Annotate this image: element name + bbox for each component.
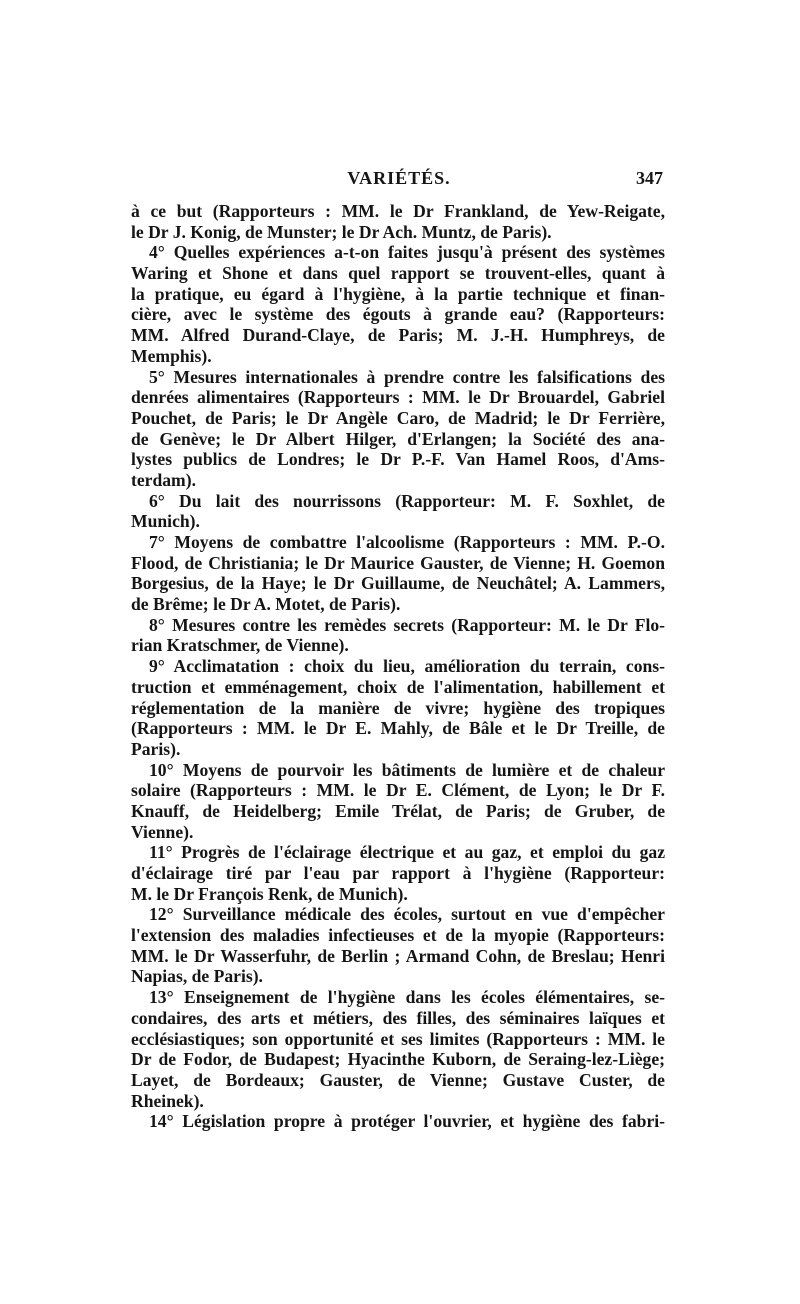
text-line: terdam).: [131, 469, 196, 490]
text-line: Memphis).: [131, 345, 212, 366]
text-line: 12° Surveillance médicale des écoles, surtout en vue d'empêcher: [149, 904, 665, 925]
text-line: solaire (Rapporteurs : MM. le Dr E. Clément, de Lyon; le Dr F.: [131, 780, 665, 801]
text-line: 11° Progrès de l'éclairage électrique et au gaz, et emploi du gaz: [149, 842, 665, 863]
body-text: [131, 201, 665, 1132]
running-head: [131, 168, 667, 196]
text-line: la pratique, eu égard à l'hygiène, à la partie technique et finan-: [131, 283, 665, 304]
text-line: Munich).: [131, 511, 200, 532]
text-line: 14° Législation propre à protéger l'ouvrier, et hygiène des fabri-: [149, 1111, 665, 1132]
text-line: 4° Quelles expériences a-t-on faites jusqu'à présent des systèmes: [149, 242, 665, 263]
text-line: condaires, des arts et métiers, des filles, des séminaires laïques et: [131, 1007, 665, 1028]
text-line: Flood, de Christiania; le Dr Maurice Gauster, de Vienne; H. Goemon: [131, 552, 665, 573]
text-line: M. le Dr François Renk, de Munich).: [131, 883, 408, 904]
text-line: Waring et Shone et dans quel rapport se trouvent-elles, quant à: [131, 263, 665, 284]
text-line: d'éclairage tiré par l'eau par rapport à l'hygiène (Rapporteur:: [131, 863, 665, 883]
text-line: de Genève; le Dr Albert Hilger, d'Erlangen; la Société des ana-: [131, 428, 665, 449]
text-line: Knauff, de Heidelberg; Emile Trélat, de Paris; de Gruber, de: [131, 800, 665, 821]
text-line: truction et emménagement, choix de l'alimentation, habillement et: [131, 676, 665, 697]
page-number: 347: [636, 168, 663, 188]
text-line: 9° Acclimatation : choix du lieu, amélioration du terrain, cons-: [149, 656, 665, 677]
text-line: lystes publics de Londres; le Dr P.-F. Van Hamel Roos, d'Ams-: [131, 449, 665, 470]
text-line: 8° Mesures contre les remèdes secrets (Rapporteur: M. le Dr Flo-: [149, 614, 665, 635]
text-line: cière, avec le système des égouts à grande eau? (Rapporteurs:: [131, 304, 665, 325]
text-line: Pouchet, de Paris; le Dr Angèle Caro, de Madrid; le Dr Ferrière,: [131, 407, 665, 428]
text-line: 6° Du lait des nourrissons (Rapporteur: M. F. Soxhlet, de: [149, 490, 665, 511]
running-title: VARIÉTÉS.: [347, 168, 451, 188]
text-line: MM. le Dr Wasserfuhr, de Berlin ; Armand Cohn, de Breslau; Henri: [131, 945, 665, 966]
text-line: Vienne).: [131, 821, 194, 842]
text-line: denrées alimentaires (Rapporteurs : MM. le Dr Brouardel, Gabriel: [131, 387, 665, 408]
text-line: 13° Enseignement de l'hygiène dans les écoles élémentaires, se-: [149, 987, 665, 1008]
text-line: 7° Moyens de combattre l'alcoolisme (Rapporteurs : MM. P.-O.: [149, 532, 665, 552]
text-line: MM. Alfred Durand-Claye, de Paris; M. J.-H. Humphreys, de: [131, 325, 665, 346]
text-line: de Brême; le Dr A. Motet, de Paris).: [131, 594, 401, 615]
text-line: Paris).: [131, 738, 181, 759]
text-line: 10° Moyens de pourvoir les bâtiments de lumière et de chaleur: [149, 759, 665, 780]
text-line: Layet, de Bordeaux; Gauster, de Vienne; Gustave Custer, de: [131, 1069, 665, 1090]
text-line: Borgesius, de la Haye; le Dr Guillaume, de Neuchâtel; A. Lammers,: [131, 573, 665, 594]
text-line: le Dr J. Konig, de Munster; le Dr Ach. Muntz, de Paris).: [131, 221, 552, 242]
text-line: à ce but (Rapporteurs : MM. le Dr Frankland, de Yew-Reigate,: [131, 201, 665, 221]
text-line: rian Kratschmer, de Vienne).: [131, 635, 349, 656]
text-line: 5° Mesures internationales à prendre contre les falsifications des: [149, 366, 665, 387]
text-line: Rheinek).: [131, 1090, 204, 1111]
text-line: ecclésiastiques; son opportunité et ses limites (Rapporteurs : MM. le: [131, 1028, 665, 1049]
text-line: l'extension des maladies infectieuses et de la myopie (Rapporteurs:: [131, 925, 665, 946]
text-line: réglementation de la manière de vivre; hygiène des tropiques: [131, 697, 665, 718]
text-line: (Rapporteurs : MM. le Dr E. Mahly, de Bâle et le Dr Treille, de: [131, 718, 665, 739]
text-line: Dr de Fodor, de Budapest; Hyacinthe Kuborn, de Seraing-lez-Liège;: [131, 1049, 665, 1070]
text-line: Napias, de Paris).: [131, 966, 263, 987]
